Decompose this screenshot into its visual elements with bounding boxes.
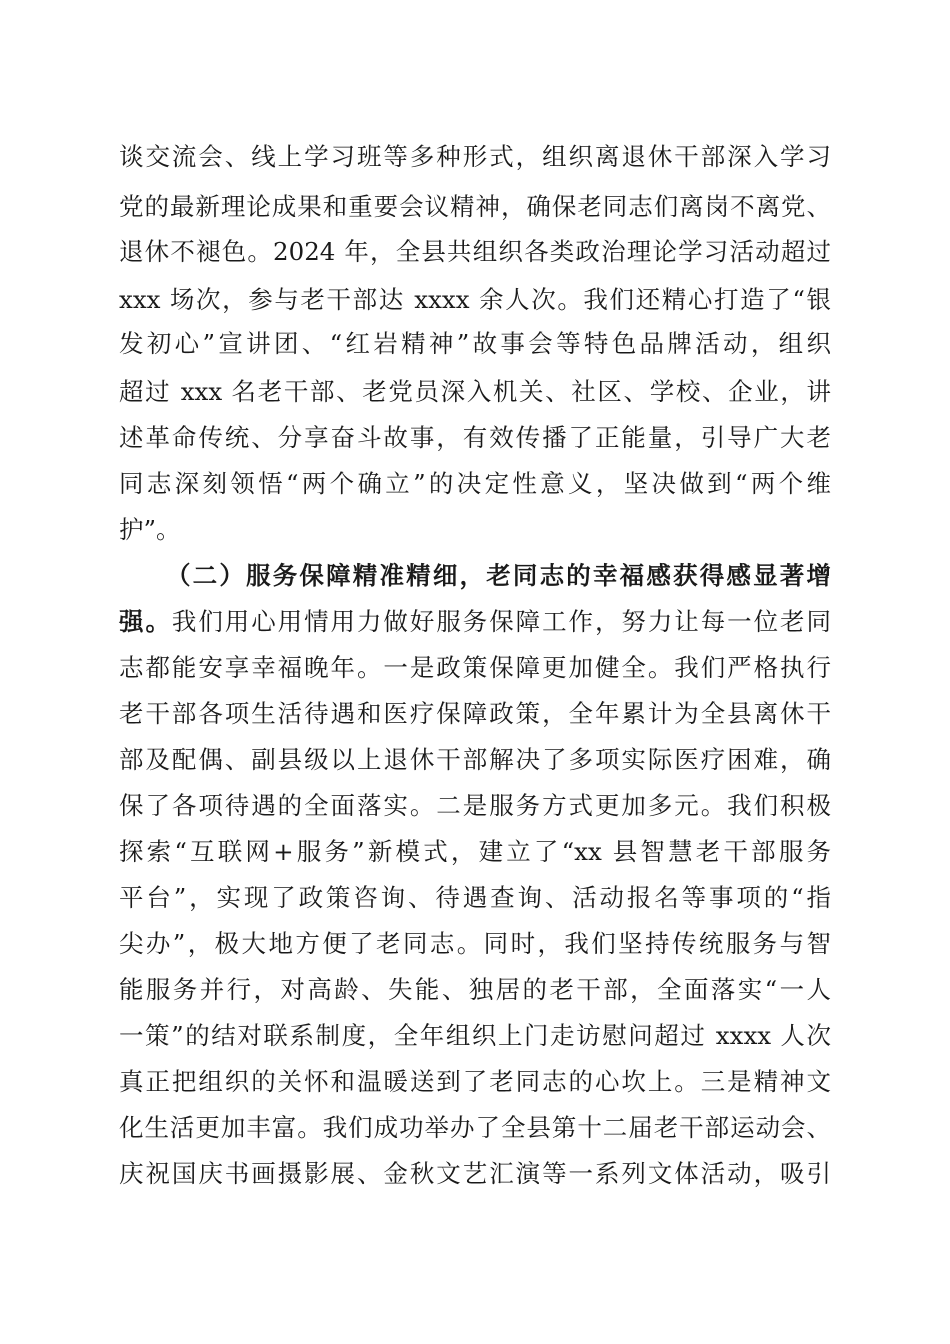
paragraph-line: 真正把组织的关怀和温暖送到了老同志的心坎上。三是精神文 (119, 1067, 831, 1096)
paragraph-text: 我们用心用情用力做好服务保障工作，努力让每一位老同 (171, 607, 832, 636)
section-heading-continuation (119, 600, 831, 644)
paragraph-line: 述革命传统、分享奋斗故事，有效传播了正能量，引导广大老 (119, 423, 831, 452)
paragraph-line: xxx 场次，参与老干部达 xxxx 余人次。我们还精心打造了“银 (119, 285, 831, 314)
paragraph-line: 护”。 (119, 515, 181, 544)
paragraph-line: 发初心”宣讲团、“红岩精神”故事会等特色品牌活动，组织 (119, 329, 831, 358)
paragraph-line: 老干部各项生活待遇和医疗保障政策，全年累计为全县离休干 (119, 699, 831, 728)
paragraph-line: 能服务并行，对高龄、失能、独居的老干部，全面落实“一人 (119, 975, 831, 1004)
paragraph-line: 同志深刻领悟“两个确立”的决定性意义，坚决做到“两个维 (119, 469, 831, 498)
paragraph-line: 平台”，实现了政策咨询、待遇查询、活动报名等事项的“指 (119, 883, 831, 912)
paragraph-line: 党的最新理论成果和重要会议精神，确保老同志们离岗不离党、 (119, 192, 831, 221)
paragraph-line: 超过 xxx 名老干部、老党员深入机关、社区、学校、企业，讲 (119, 377, 831, 406)
paragraph-line: 化生活更加丰富。我们成功举办了全县第十二届老干部运动会、 (119, 1113, 831, 1142)
paragraph-line: 志都能安享幸福晚年。一是政策保障更加健全。我们严格执行 (119, 653, 831, 682)
paragraph-line: 保了各项待遇的全面落实。二是服务方式更加多元。我们积极 (119, 791, 831, 820)
paragraph-line: 尖办”，极大地方便了老同志。同时，我们坚持传统服务与智 (119, 929, 831, 958)
paragraph-line: 退休不褪色。2024 年，全县共组织各类政治理论学习活动超过 (119, 237, 831, 266)
paragraph-line: 探索“互联网+服务”新模式，建立了“xx 县智慧老干部服务 (119, 837, 831, 866)
paragraph-line: 谈交流会、线上学习班等多种形式，组织离退休干部深入学习 (119, 142, 831, 171)
section-heading: （二）服务保障精准精细，老同志的幸福感获得感显著增 (166, 561, 831, 590)
paragraph-line: 部及配偶、副县级以上退休干部解决了多项实际医疗困难，确 (119, 745, 831, 774)
paragraph-line: 庆祝国庆书画摄影展、金秋文艺汇演等一系列文体活动，吸引 (119, 1159, 831, 1188)
section-heading-end: 强。 (119, 607, 172, 636)
paragraph-line: 一策”的结对联系制度，全年组织上门走访慰问超过 xxxx 人次 (119, 1021, 831, 1050)
